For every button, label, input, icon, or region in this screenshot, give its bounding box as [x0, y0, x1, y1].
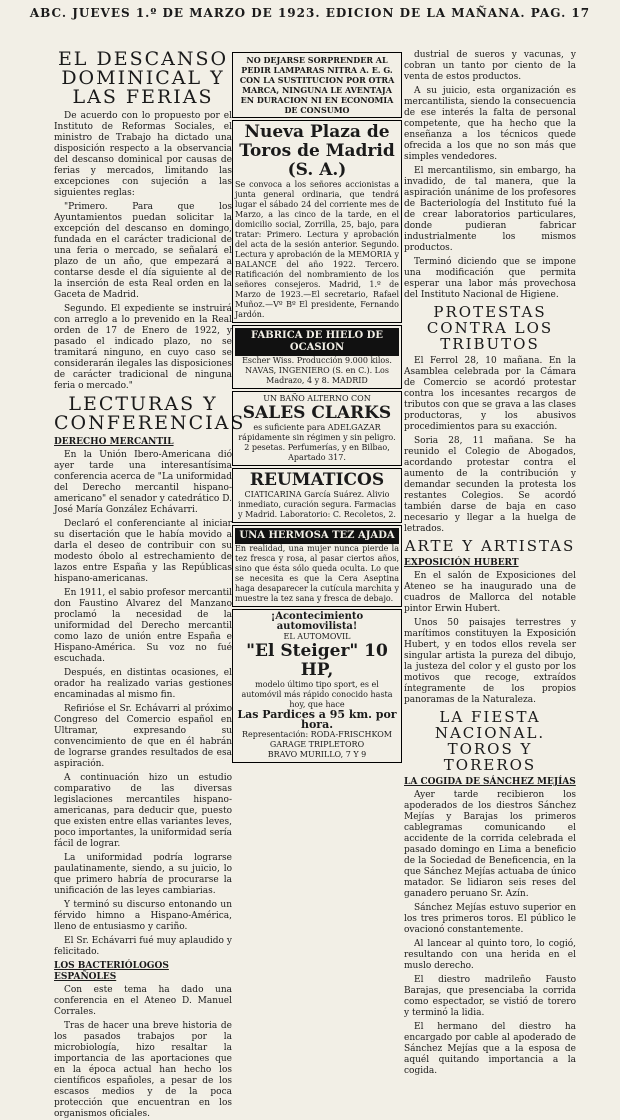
paragraph: El Ferrol 28, 10 mañana. En la Asamblea celebrada por la Cámara de Comercio se acordó protestar contra los incesantes recargos de tributos con que se grava a las clases productoras, y los abusivos procedimientos para su exacción. [404, 356, 576, 432]
paragraph: "Primero. Para que los Ayuntamientos puedan solicitar la excepción del descanso en domingo, fundada en el carácter tradicional de una feria o mercado, se señalará el plazo de un año, que empezará a contarse desde el día siguiente al de la inserción de esta Real orden en la Gaceta de Madrid. [54, 202, 232, 300]
paragraph: Tras de hacer una breve historia de los pasados trabajos por la microbiología, hizo resaltar la importancia de las aportaciones que en la época actual han hecho los científicos españoles, a pesar de los escasos medios y de la poca protección que encuentran en los organismos oficiales. [54, 1021, 232, 1119]
auto-desc: modelo último tipo sport, es el automóvil más rápido conocido hasta hoy, que hace [241, 680, 393, 709]
auto-rep: Representación: RODA-FRISCHKOM [242, 730, 392, 739]
paragraph: dustrial de sueros y vacunas, y cobran un tanto por ciento de la venta de estos productos. [404, 50, 576, 82]
paragraph: De acuerdo con lo propuesto por el Instituto de Reformas Sociales, el ministro de Trabajo ha dictado una disposición respecto a la observancia del descanso dominical por causas de ferias y mercados, limitando las excepciones con sujeción a las siguientes reglas: [54, 111, 232, 198]
paragraph: En 1911, el sabio profesor mercantil don Faustino Alvarez del Manzano proclamó la necesidad de la uniformidad del Derecho mercantil como lazo de unión entre España e Hispano-América. Su voz no fué escuchada. [54, 588, 232, 664]
auto-addr: BRAVO MURILLO, 7 Y 9 [267, 750, 367, 759]
paragraph: El diestro madrileño Fausto Barajas, que presenciaba la corrida como espectador, se vistió de torero y terminó la lidia. [404, 975, 576, 1018]
tez-text: En realidad, una mujer nunca pierde la tez fresca y rosa, al pasar ciertos años, sino que ésta sólo queda oculta. Lo que se necesita es que la Cera Aseptina haga desaparecer la cutícula marchita y muestre la tez sana y fresca de debajo. [235, 544, 399, 603]
title-fiesta: LA FIESTA NACIONAL. TOROS Y TOREROS [434, 708, 546, 774]
subheading-bacteriologos: LOS BACTERIÓLOGOS ESPAÑOLES [54, 961, 169, 982]
ad-automovil [232, 609, 402, 763]
paragraph: Con este tema ha dado una conferencia en el Ateneo D. Manuel Corrales. [54, 985, 232, 1017]
subheading-hubert: EXPOSICIÓN HUBERT [404, 558, 519, 568]
page-header: ABC. JUEVES 1.º DE MARZO DE 1923. EDICION DE LA MAÑANA. PAG. 17 [29, 6, 591, 20]
paragraph: En el salón de Exposiciones del Ateneo se ha inaugurado una de cuadros de Mallorca del notable pintor Erwin Hubert. [404, 571, 576, 614]
paragraph: A continuación hizo un estudio comparativo de las diversas legislaciones mercantiles hispano-americanas, para deducir que, puesto que existen entre ellas variantes leves, poco importantes, la uniformidad sería fácil de lograr. [54, 773, 232, 849]
paragraph: El mercantilismo, sin embargo, ha invadido, de tal manera, que la aspiración unánime de los profesores de Bacteriología del Instituto fué la de crear laboratorios particulares, donde pudieran fabricar industrialmente los mismos productos. [404, 166, 576, 253]
paragraph: Segundo. El expediente se instruirá con arreglo a lo prevenido en la Real orden de 17 de Enero de 1922, y pasado el indicado plazo, no se tramitará ninguno, en cuyo caso se considerarán ilegales las disposiciones de carácter tradicional de ninguna feria o mercado." [54, 304, 232, 391]
auto-garage: GARAGE TRIPLETORO [269, 740, 365, 749]
paragraph: Al lancear al quinto toro, lo cogió, resultando con una herida en el muslo derecho. [404, 939, 576, 971]
title-lecturas: LECTURAS Y CONFERENCIAS [54, 393, 246, 434]
paragraph: La uniformidad podría lograrse paulatinamente, siendo, a su juicio, lo que primero habría de procurarse la unificación de las leyes cambiarias. [54, 853, 232, 896]
paragraph: Después, en distintas ocasiones, el orador ha realizado varias gestiones encaminadas al mismo fin. [54, 668, 232, 700]
paragraph: Sánchez Mejías estuvo superior en los tres primeros toros. El público le ovacionó constantemente. [404, 903, 576, 935]
plaza-text: Se convoca a los señores accionistas a junta general ordinaria, que tendrá lugar el sábado 24 del corriente mes de Marzo, a las cinco de la tarde, en el domicilio social, Zorrilla, 25, bajo, para tratar: Primero. Lectura y aprobación del acta de la sesión anterior. Segundo. Lectura y aprobación de la MEMORIA y BALANCE del año 1922. Tercero. Ratificación del nombramiento de los señores consejeros. Madrid, 1.º de Marzo de 1923.—El secretario, Rafael Muñoz.—Vº Bº El presidente, Fernando Jardón. [235, 180, 399, 319]
paragraph: El Sr. Echávarri fué muy aplaudido y felicitado. [54, 936, 232, 957]
reuma-title: REUMATICOS [249, 470, 385, 490]
sales-title: SALES CLARKS [242, 403, 392, 423]
title-arte: ARTE Y ARTISTAS [404, 537, 576, 555]
auto-sub: EL AUTOMOVIL [283, 632, 351, 641]
auto-brand: "El Steiger" 10 HP, [246, 641, 388, 680]
ad-tez-ajada [232, 525, 402, 607]
plaza-title: Nueva Plaza de Toros de Madrid (S. A.) [239, 122, 395, 180]
paragraph: Declaró el conferenciante al iniciar su disertación que le había movido a darla el deseo de contribuir con su modesto óbolo al estrechamiento de lazos entre España y las Repúblicas hispano-americanas. [54, 519, 232, 584]
ad-plaza-toros [232, 120, 402, 323]
paragraph: Soria 28, 11 mañana. Se ha reunido el Colegio de Abogados, acordando protestar contra el aumento de la contribución y demandar secunden la protesta los restantes Colegios. Se acordó también darse de baja en caso necesario y llegar a la huelga de letrados. [404, 436, 576, 534]
paragraph: Terminó diciendo que se impone una modificación que permita esperar una labor más provechosa del Instituto Nacional de Higiene. [404, 257, 576, 300]
column-2 [232, 50, 402, 827]
title-protestas: PROTESTAS CONTRA LOS TRIBUTOS [426, 303, 554, 353]
sales-pre: UN BAÑO ALTERNO CON [263, 394, 371, 403]
fabrica-title: FABRICA DE HIELO DE OCASION [235, 328, 399, 356]
paragraph: En la Unión Ibero-Americana dió ayer tarde una interesantísima conferencia acerca de "La uniformidad del Derecho mercantil hispano-americano" el senador y catedrático D. José María González Echávarri. [54, 450, 232, 515]
title-descanso: EL DESCANSO DOMINICAL Y LAS FERIAS [57, 48, 229, 108]
ad-sales-clarks [232, 391, 402, 466]
paragraph: Refirióse el Sr. Echávarri al próximo Congreso del Comercio español en Ultramar, expresando su convencimiento de que en él habrán de lograrse grandes resultados de esa aspiración. [54, 704, 232, 769]
paragraph: Unos 50 paisajes terrestres y marítimos constituyen la Exposición Hubert, y en todos ellos revela ser singular artista la pureza del dibujo, la justeza del color y el gusto por los motivos que recoge, extraídos íntegramente de los propios panoramas de la Naturaleza. [404, 618, 576, 705]
ad-lamparas: NO DEJARSE SORPRENDER AL PEDIR LAMPARAS NITRA A. E. G. CON LA SUSTITUCION POR OTRA MARCA, NINGUNA LE AVENTAJA EN DURACION NI EN ECONOMIA DE CONSUMO [232, 52, 402, 118]
column-3 [404, 50, 576, 1076]
sales-text: es suficiente para ADELGAZAR rápidamente sin régimen y sin peligro. 2 pesetas. Perfumerías, y en Bilbao, Apartado 317. [238, 423, 396, 462]
fabrica-text: Escher Wiss. Producción 9.000 kilos. NAVAS, INGENIERO (S. en C.). Los Madrazo, 4 y 8. MADRID [242, 356, 392, 385]
paragraph: El hermano del diestro ha encargado por cable al apoderado de Sánchez Mejías que a la esposa de aquél quitando importancia a la cogida. [404, 1022, 576, 1076]
subheading-cogida: LA COGIDA DE SÁNCHEZ MEJÍAS [404, 777, 576, 787]
paragraph: A su juicio, esta organización es mercantilista, siendo la consecuencia de ese interés la falta de personal competente, que ha hecho que la enseñanza a los técnicos quede ofrecida a los que no son más que simples vendedores. [404, 86, 576, 162]
reuma-text: CIATICARINA García Suárez. Alivio inmediato, curación segura. Farmacias y Madrid. Laboratorio: C. Recoletos, 2. [237, 490, 397, 519]
tez-title: UNA HERMOSA TEZ AJADA [235, 528, 399, 544]
auto-speed: Las Pardices a 95 km. por hora. [237, 708, 397, 731]
ad-fabrica-hielo [232, 325, 402, 389]
auto-title: ¡Acontecimiento automovilista! [270, 611, 364, 632]
column-1 [54, 48, 246, 1119]
subheading-derecho: DERECHO MERCANTIL [54, 437, 174, 447]
paragraph: Ayer tarde recibieron los apoderados de los diestros Sánchez Mejías y Barajas los primeros cablegramas comunicando el accidente de la corrida celebrada el pasado domingo en Lima a beneficio de la Sociedad de Beneficencia, en la que Sánchez Mejías actuaba de único matador. Se lidiaron seis reses del ganadero peruano Sr. Azín. [404, 790, 576, 899]
paragraph: Y terminó su discurso entonando un férvido himno a Hispano-América, lleno de entusiasmo y cariño. [54, 900, 232, 932]
ad-reumaticos [232, 468, 402, 523]
